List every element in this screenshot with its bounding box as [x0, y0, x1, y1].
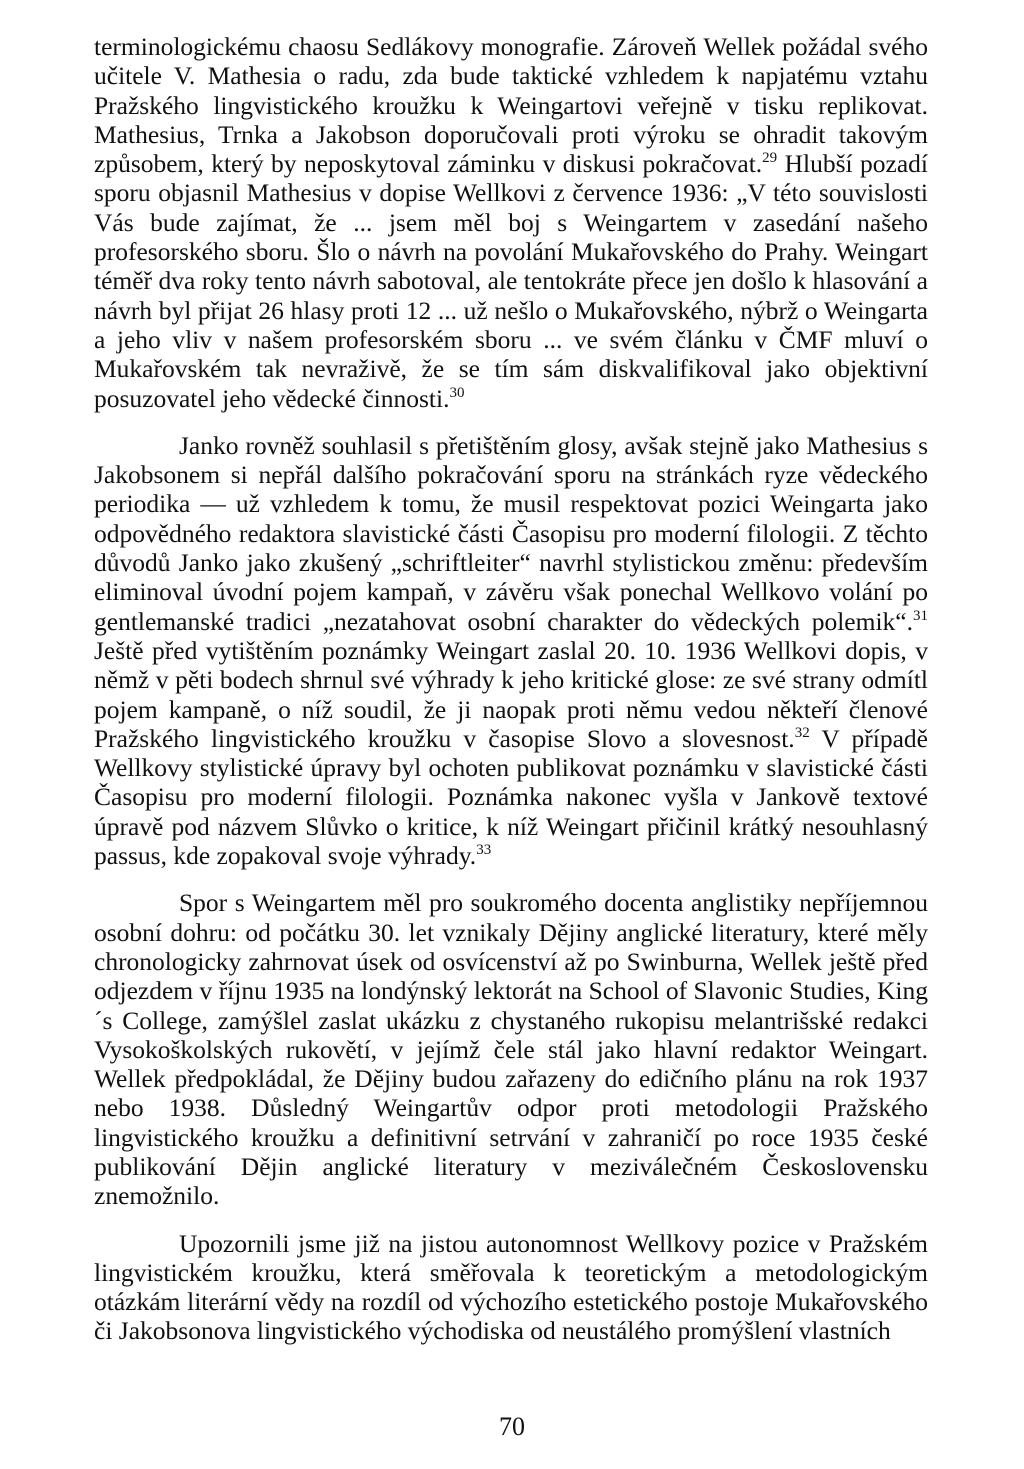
footnote-ref-29[interactable]: 29: [762, 150, 778, 167]
text-run: Ještě před vytištěním poznámky Weingart zaslal 20. 10. 1936 Wellkovi dopis, v němž v pěti bodech shrnul své výhrady k jeho kritické glose: ze své strany odmítl pojem kampaně, o níž soudil, že ji naopak proti němu vedou někteří členové Pražského lingvistického kroužku v časopise Slovo a slovesnost.: [94, 635, 928, 753]
page-number: 70: [499, 1412, 525, 1441]
footnote-ref-31[interactable]: 31: [913, 607, 928, 624]
paragraph-3: [94, 888, 928, 1210]
footnote-ref-33[interactable]: 33: [476, 842, 492, 859]
text-run: Hlubší pozadí sporu objasnil Mathesius v dopise Wellkovi z července 1936: „V této souvislosti Vás bude zajímat, že ... jsem měl boj s Weingartem v zasedání našeho profesorského sboru. Šlo o návrh na povolání Mukařovského do Prahy. Weingart téměř dva roky tento návrh sabotoval, ale tentokráte přece jen došlo k hlasování a návrh byl přijat 26 hlasy proti 12 ... už nešlo o Mukařovského, nýbrž o Weingarta a jeho vliv v našem profesorském sboru ... ve svém článku v ČMF mluví o Mukařovském tak nevraživě, že se tím sám diskvalifikoval jako objektivní posuzovatel jeho vědecké činnosti.: [94, 149, 929, 413]
footnote-ref-32[interactable]: 32: [794, 724, 810, 741]
paragraph-4: [94, 1229, 928, 1346]
text-run: Spor s Weingartem měl pro soukromého docenta anglistiky nepříjemnou osobní dohru: od počátku 30. let vznikaly Dějiny anglické literatury, které měly chronologicky zahrnovat úsek od osvícenství až po Swinburna, Wellek ještě před odjezdem v říjnu 1935 na londýnský lektorát na School of Slavonic Studies, King´s College, zamýšlel zaslat ukázku z chystaného rukopisu melantrišské redakci Vysokoškolských rukovětí, v jejímž čele stál jako hlavní redaktor Weingart. Wellek předpokládal, že Dějiny budou zařazeny do edičního plánu na rok 1937 nebo 1938. Důsledný Weingartův odpor proti metodologii Pražského lingvistického kroužku a definitivní setrvání v zahraničí po roce 1935 české publikování Dějin anglické literatury v meziválečném Československu znemožnilo.: [94, 888, 928, 1211]
text-run: Janko rovněž souhlasil s přetištěním glosy, avšak stejně jako Mathesius s Jakobsonem si nepřál dalšího pokračování sporu na stránkách ryze vědeckého periodika — už vzhledem k tomu, že musil respektovat pozici Weingarta jako odpovědného redaktora slavistické části Časopisu pro moderní filologii. Z těchto důvodů Janko jako zkušený „schriftleiter“ navrhl stylistickou změnu: především eliminoval úvodní pojem kampaň, v závěru však ponechal Wellkovo volání po gentlemanské tradici „nezatahovat osobní charakter do vědeckých polemik“.: [94, 430, 928, 636]
footnote-ref-30[interactable]: 30: [449, 384, 465, 401]
paragraph-1: [94, 32, 928, 413]
text-run: Upozornili jsme již na jistou autonomnost Wellkovy pozice v Pražském lingvistickém kroužku, která směřovala k teoretickým a metodologickým otázkám literární vědy na rozdíl od výchozího estetického postoje Mukařovského či Jakobsonova lingvistického východiska od neustálého promýšlení vlastních: [94, 1228, 928, 1346]
text-run: terminologickému chaosu Sedlákovy monografie. Zároveň Wellek požádal svého učitele V. Mathesia o radu, zda bude taktické vzhledem k napjatému vztahu Pražského lingvistického kroužku k Weingartovi veřejně v tisku replikovat. Mathesius, Trnka a Jakobson doporučovali proti výroku se ohradit takovým způsobem, který by neposkytoval záminku v diskusi pokračovat.: [94, 32, 928, 179]
text-run: V případě Wellkovy stylistické úpravy byl ochoten publikovat poznámku v slavistické části Časopisu pro moderní filologii. Poznámka nakonec vyšla v Jankově textové úpravě pod názvem Slůvko o kritice, k níž Weingart přičinil krátký nesouhlasný passus, kde zopakoval svoje výhrady.: [94, 723, 928, 871]
body-text: [94, 32, 928, 1346]
paragraph-2: [94, 431, 928, 870]
